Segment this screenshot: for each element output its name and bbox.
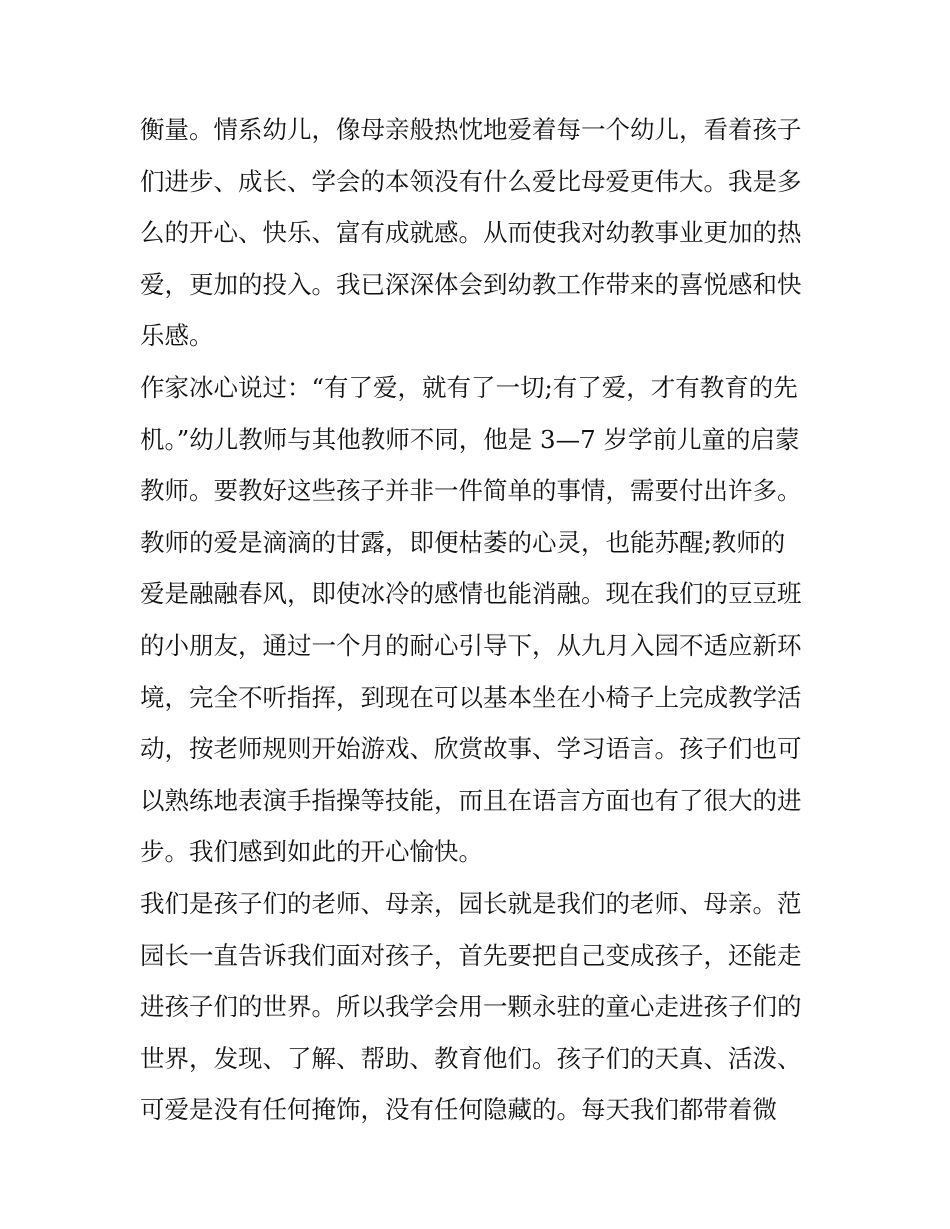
text-line: 园长一直告诉我们面对孩子，首先要把自己变成孩子，还能走 bbox=[140, 940, 802, 970]
text-line: 么的开心、快乐、富有成就感。从而使我对幼教事业更加的热 bbox=[140, 218, 802, 248]
text-line: 世界，发现、了解、帮助、教育他们。孩子们的天真、活泼、 bbox=[140, 1043, 802, 1073]
text-line: 我们是孩子们的老师、母亲，园长就是我们的老师、母亲。范 bbox=[140, 888, 802, 918]
text-line: 爱，更加的投入。我已深深体会到幼教工作带来的喜悦感和快 bbox=[140, 269, 802, 299]
text-line: 步。我们感到如此的开心愉快。 bbox=[140, 837, 483, 867]
text-line: 乐感。 bbox=[140, 321, 214, 351]
text-line: 的小朋友，通过一个月的耐心引导下，从九月入园不适应新环 bbox=[140, 630, 802, 660]
text-line: 衡量。情系幼儿，像母亲般热忱地爱着每一个幼儿，看着孩子 bbox=[140, 115, 802, 144]
text-line: 作家冰心说过：“有了爱，就有了一切;有了爱，才有教育的先 bbox=[140, 372, 798, 402]
text-line: 爱是融融春风，即使冰冷的感情也能消融。现在我们的豆豆班 bbox=[140, 579, 802, 609]
document-body bbox=[140, 104, 820, 1136]
text-line: 教师。要教好这些孩子并非一件简单的事情，需要付出许多。 bbox=[140, 476, 802, 506]
text-line: 可爱是没有任何掩饰，没有任何隐藏的。每天我们都带着微 bbox=[140, 1095, 777, 1125]
text-line: 机。”幼儿教师与其他教师不同，他是 3—7 岁学前儿童的启蒙 bbox=[140, 424, 800, 454]
text-line: 们进步、成长、学会的本领没有什么爱比母爱更伟大。我是多 bbox=[140, 166, 802, 196]
text-line: 境，完全不听指挥，到现在可以基本坐在小椅子上完成教学活 bbox=[140, 682, 802, 712]
text-line: 动，按老师规则开始游戏、欣赏故事、学习语言。孩子们也可 bbox=[140, 734, 802, 764]
text-line: 以熟练地表演手指操等技能，而且在语言方面也有了很大的进 bbox=[140, 785, 802, 815]
text-line: 教师的爱是滴滴的甘露，即便枯萎的心灵，也能苏醒;教师的 bbox=[140, 527, 786, 557]
text-line: 进孩子们的世界。所以我学会用一颗永驻的童心走进孩子们的 bbox=[140, 992, 802, 1022]
